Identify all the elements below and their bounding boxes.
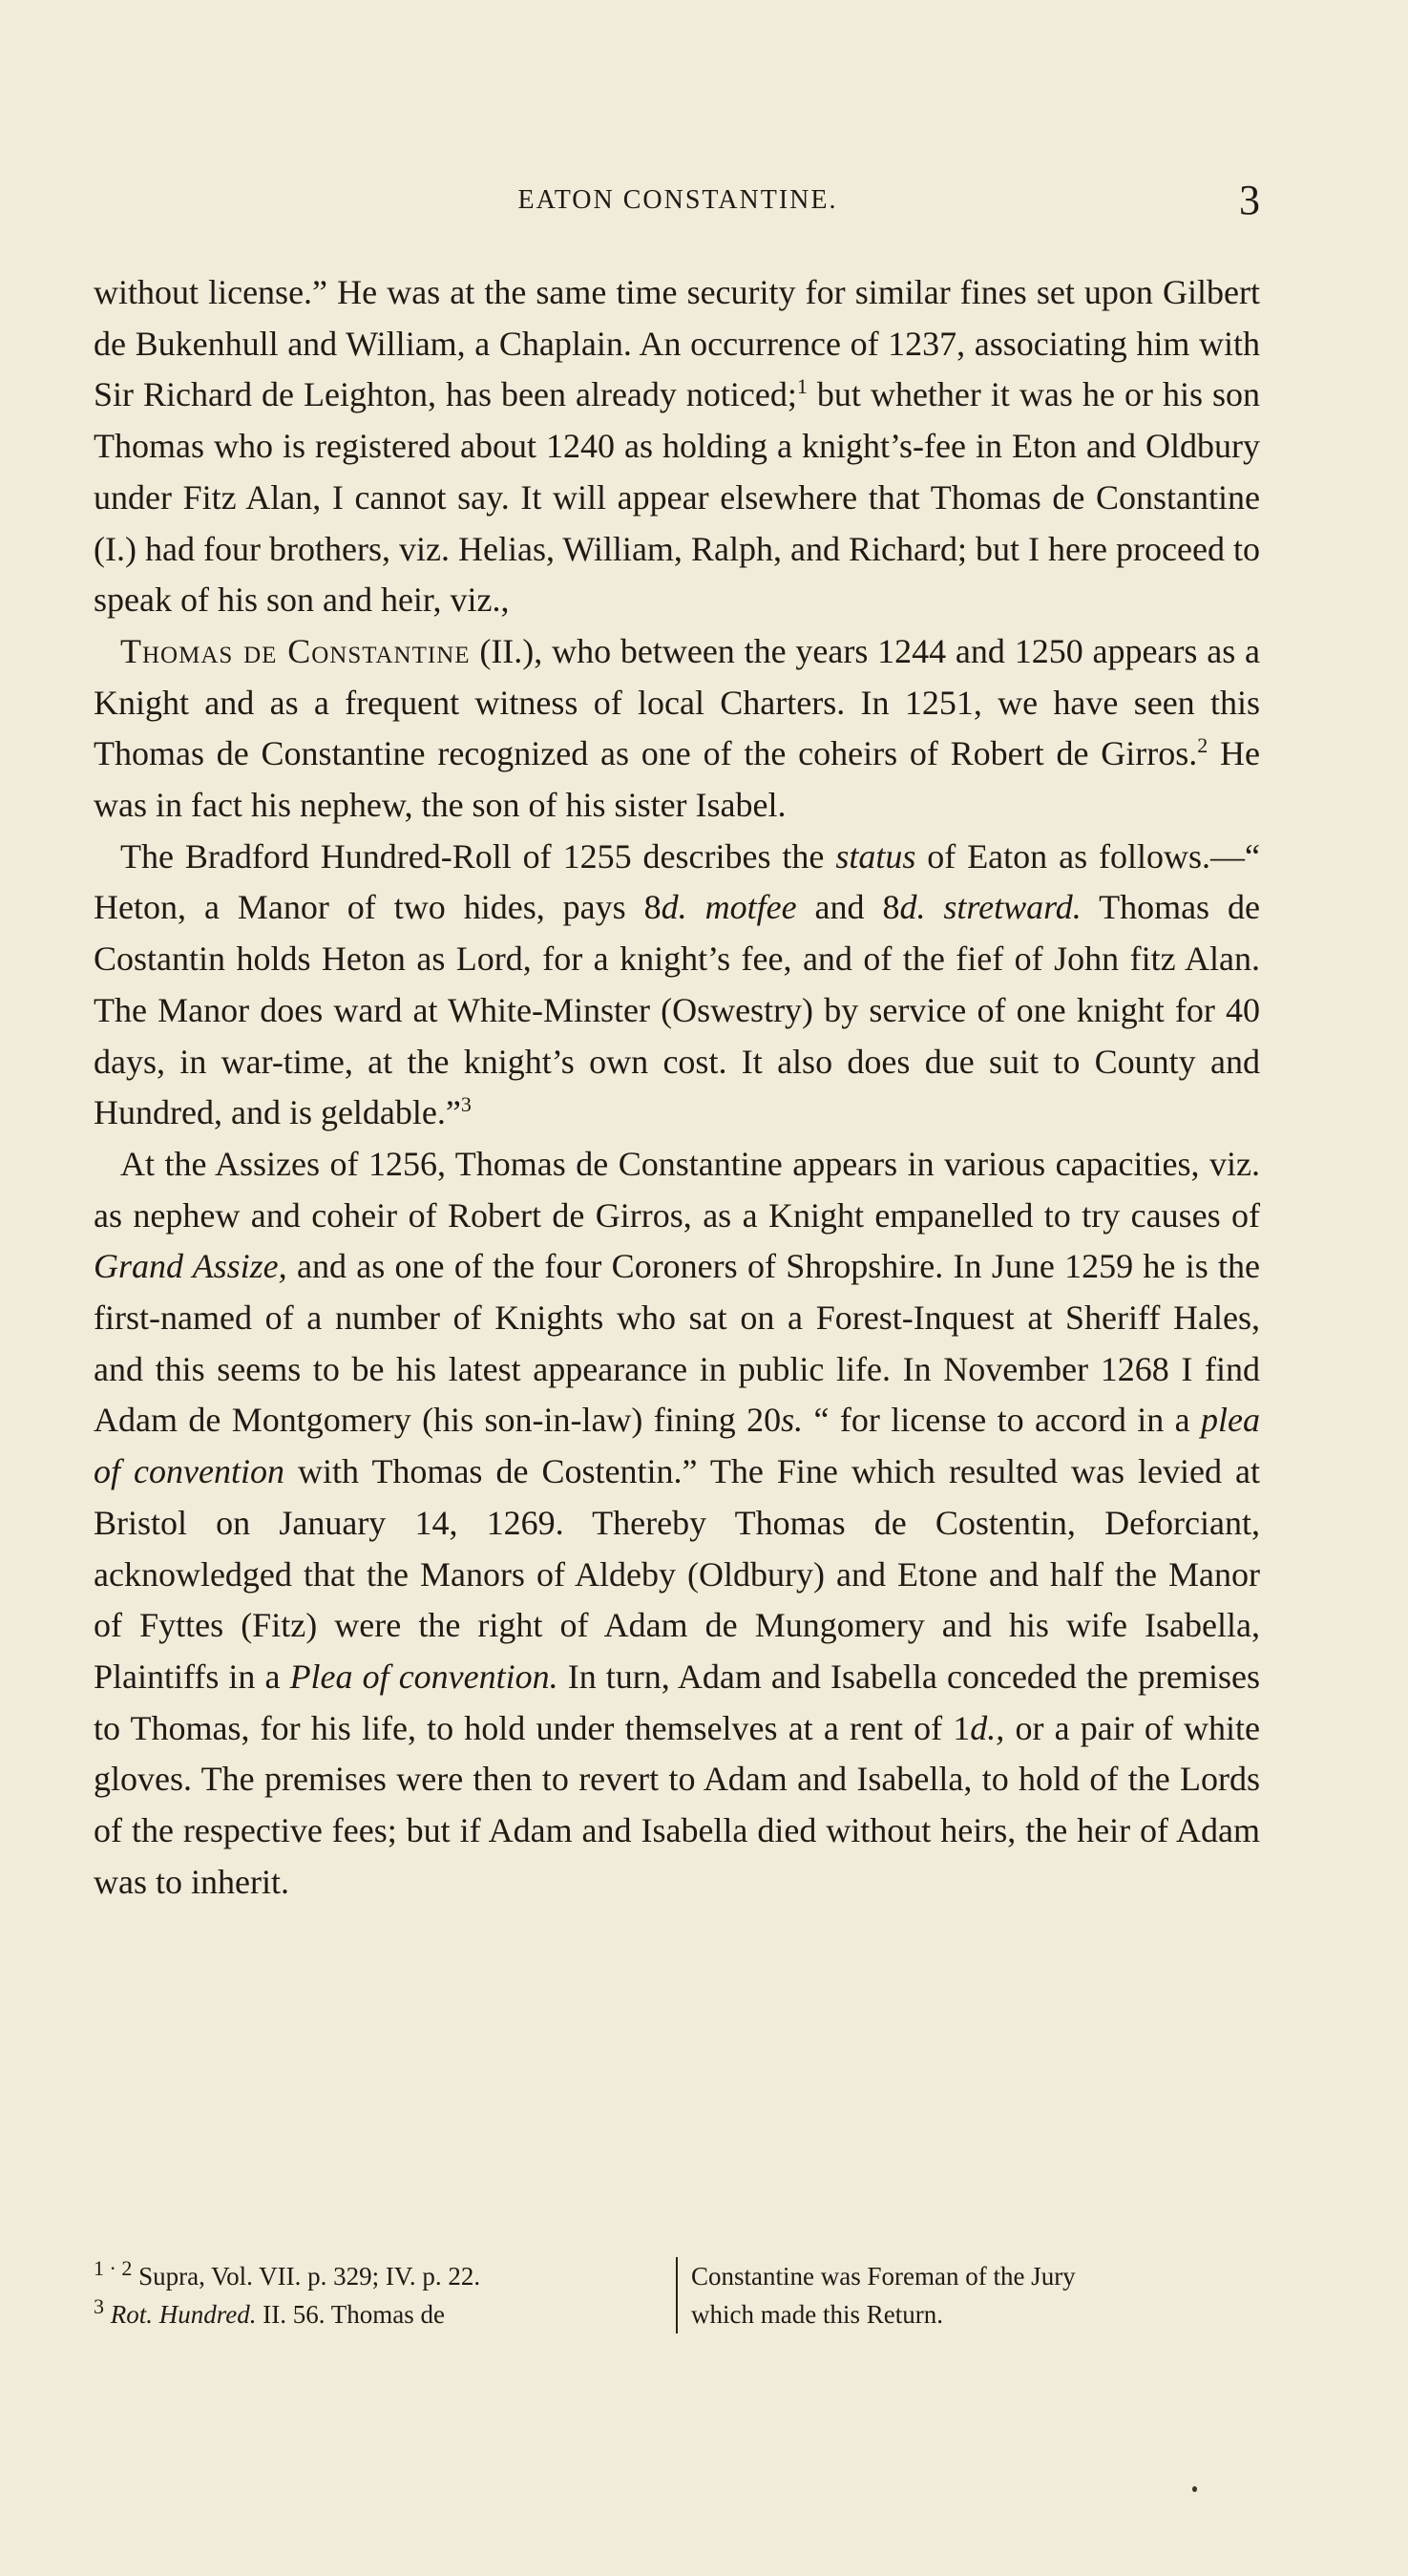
person-name: Thomas de Constantine [120, 631, 471, 670]
footnote-ref-3: 3 [460, 1092, 472, 1117]
text-run: “ for license to accord in a [803, 1401, 1202, 1440]
paragraph-4 [94, 1139, 1260, 1909]
italic-run: d. stretward. [899, 888, 1082, 927]
text-run: The Bradford Hundred-Roll of 1255 describes the [120, 836, 836, 876]
text-run: and as one of the four Coroners of Shropshire. In June 1259 he is the first-named of a number of Knights who sat on a Forest-Inquest at Sheriff Hales, and this seems to be his latest appearance in public life. In November 1268 I find Adam de Montgomery (his son-in-law) fining 20 [94, 1247, 1261, 1440]
text-run: and 8 [796, 888, 900, 927]
italic-run: d. motfee [661, 888, 797, 927]
italic-run: Plea of convention. [289, 1657, 558, 1696]
footnotes [94, 2257, 1260, 2333]
paragraph-3 [94, 832, 1260, 1139]
text-run: but whether it was he or his son Thomas who is registered about 1240 as holding a knight’s-fee in Eton and Oldbury under Fitz Alan, I cannot say. It will appear elsewhere that Thomas de Constantine (I.) had four brothers, viz. Helias, William, Ralph, and Richard; but I here proceed to speak of his son and heir, viz., [94, 375, 1260, 620]
text-run: of Eaton as follows.—“ Heton, a Manor of two hides, pays 8 [94, 836, 1260, 927]
text-run: (II.), who between the years 1244 and 1250 appears as a Knight and as a frequent witness of local Charters. In 1251, we have seen this Thomas de Constantine recognized as one of the coheirs of Robert de Girros. [94, 631, 1260, 773]
footnote-italic: Rot. Hundred. [110, 2300, 257, 2329]
italic-run: s. [781, 1401, 804, 1440]
footnote-ref-2: 2 [1197, 733, 1208, 758]
footnote-3-continued: Constantine was Foreman of the Jury [691, 2262, 1076, 2291]
page-header [95, 177, 1260, 229]
footnote-3 [94, 2295, 662, 2333]
footnote-1-2 [94, 2257, 662, 2295]
footnote-text: II. 56. Thomas de [256, 2300, 445, 2329]
paragraph-2 [94, 626, 1260, 832]
footnotes-left-column [94, 2257, 676, 2333]
text-run: without license.” He was at the same time security for similar fines set upon Gilbert de Bukenhull and William, a Chaplain. An occurrence of 1237, associating him with Sir Richard de Leighton, has been already noticed; [94, 273, 1260, 414]
italic-run: Grand Assize, [94, 1247, 287, 1286]
footnote-text: Supra, Vol. VII. p. 329; IV. p. 22. [132, 2262, 481, 2291]
body-text [94, 267, 1260, 1909]
text-run: with Thomas de Costentin.” The Fine which resulted was levied at Bristol on January 14, 1269. Thereby Thomas de Costentin, Deforciant, acknowledged that the Manors of Aldeby (Oldbury) and Etone and half the Manor of Fyttes (Fitz) were the right of Adam de Mungomery and his wife Isabella, Plaintiffs in a [94, 1452, 1260, 1696]
text-run: At the Assizes of 1256, Thomas de Constantine appears in various capacities, viz. as nephew and coheir of Robert de Girros, as a Knight empanelled to try causes of [94, 1144, 1260, 1235]
text-run: He was in fact his nephew, the son of his sister Isabel. [94, 734, 1260, 825]
text-run: or a pair of white gloves. The premises were then to revert to Adam and Isabella, to hold of the Lords of the respective fees; but if Adam and Isabella died without heirs, the heir of Adam was to inherit. [94, 1708, 1261, 1901]
ink-speck [1192, 2486, 1197, 2492]
text-run: In turn, Adam and Isabella conceded the premises to Thomas, for his life, to hold under themselves at a rent of 1 [94, 1657, 1261, 1747]
footnote-mark: 3 [94, 2294, 104, 2318]
italic-run: status [835, 836, 916, 876]
italic-run: d., [970, 1708, 1005, 1747]
paragraph-1 [94, 267, 1260, 626]
footnote-3-continued: which made this Return. [691, 2300, 943, 2329]
footnote-mark: 1 · 2 [94, 2256, 133, 2280]
text-run: Thomas de Costantin holds Heton as Lord, for a knight’s fee, and of the fief of John fitz Alan. The Manor does ward at White-Minster (Oswestry) by service of one knight for 40 days, in war-time, at the knight’s own cost. It also does due suit to County and Hundred, and is geldable.” [94, 888, 1260, 1132]
footnote-ref-1: 1 [796, 374, 808, 399]
footnotes-right-column [676, 2257, 1260, 2333]
italic-run: plea of convention [94, 1401, 1260, 1491]
running-title: EATON CONSTANTINE. [517, 185, 838, 215]
page-number: 3 [1239, 177, 1260, 223]
